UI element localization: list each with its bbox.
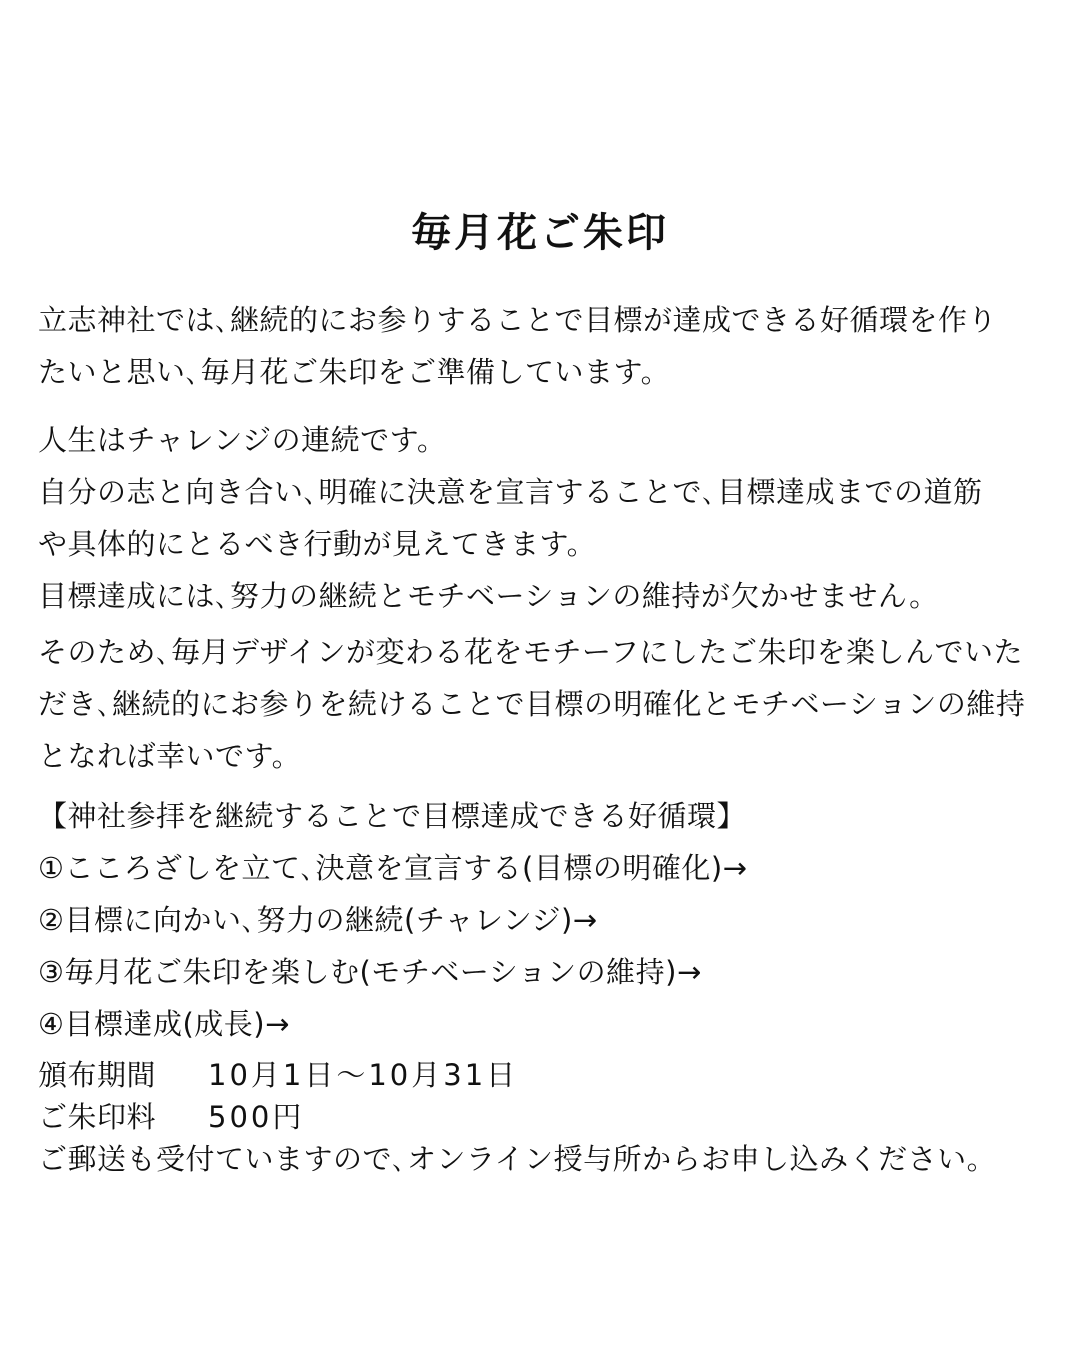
purpose-line: そのため､毎月デザインが変わる花をモチーフにしたご朱印を楽しんでいた (38, 635, 1024, 669)
challenge-line: や具体的にとるべき行動が見えてきます。 (38, 527, 597, 561)
info-section (38, 1054, 1048, 1180)
period-value: 10月1日～10月31日 (208, 1058, 519, 1092)
challenge-line: 目標達成には､努力の継続とモチベーションの維持が欠かせません。 (38, 579, 939, 613)
period-row (38, 1054, 1048, 1096)
fee-label: ご朱印料 (38, 1100, 157, 1134)
intro-line: たいと思い､毎月花ご朱印をご準備しています。 (38, 355, 671, 389)
cycle-heading: 【神社参拝を継続することで目標達成できる好循環】 (38, 799, 747, 833)
intro-line: 立志神社では､継続的にお参りすることで目標が達成できる好循環を作り (38, 303, 998, 337)
challenge-line: 人生はチャレンジの連続です。 (38, 423, 447, 457)
cycle-step: ①こころざしを立て､決意を宣言する(目標の明確化)→ (38, 851, 748, 885)
fee-row (38, 1096, 1048, 1138)
purpose-line: だき､継続的にお参りを続けることで目標の明確化とモチベーションの維持 (38, 687, 1026, 721)
cycle-step: ③毎月花ご朱印を楽しむ(モチベーションの維持)→ (38, 955, 702, 989)
intro-paragraph (38, 294, 1048, 398)
mail-note: ご郵送も受付ていますので､オンライン授与所からお申し込みください。 (38, 1142, 997, 1176)
challenge-paragraph (38, 414, 1048, 622)
page-title: 毎月花ご朱印 (411, 210, 669, 256)
fee-value: 500円 (208, 1100, 305, 1134)
cycle-step: ②目標に向かい､努力の継続(チャレンジ)→ (38, 903, 598, 937)
challenge-line: 自分の志と向き合い､明確に決意を宣言することで､目標達成までの道筋 (38, 475, 983, 509)
purpose-line: となれば幸いです。 (38, 739, 302, 773)
period-label: 頒布期間 (38, 1058, 157, 1092)
purpose-paragraph (38, 626, 1048, 782)
cycle-step: ④目標達成(成長)→ (38, 1007, 290, 1041)
cycle-section (38, 790, 1048, 1050)
